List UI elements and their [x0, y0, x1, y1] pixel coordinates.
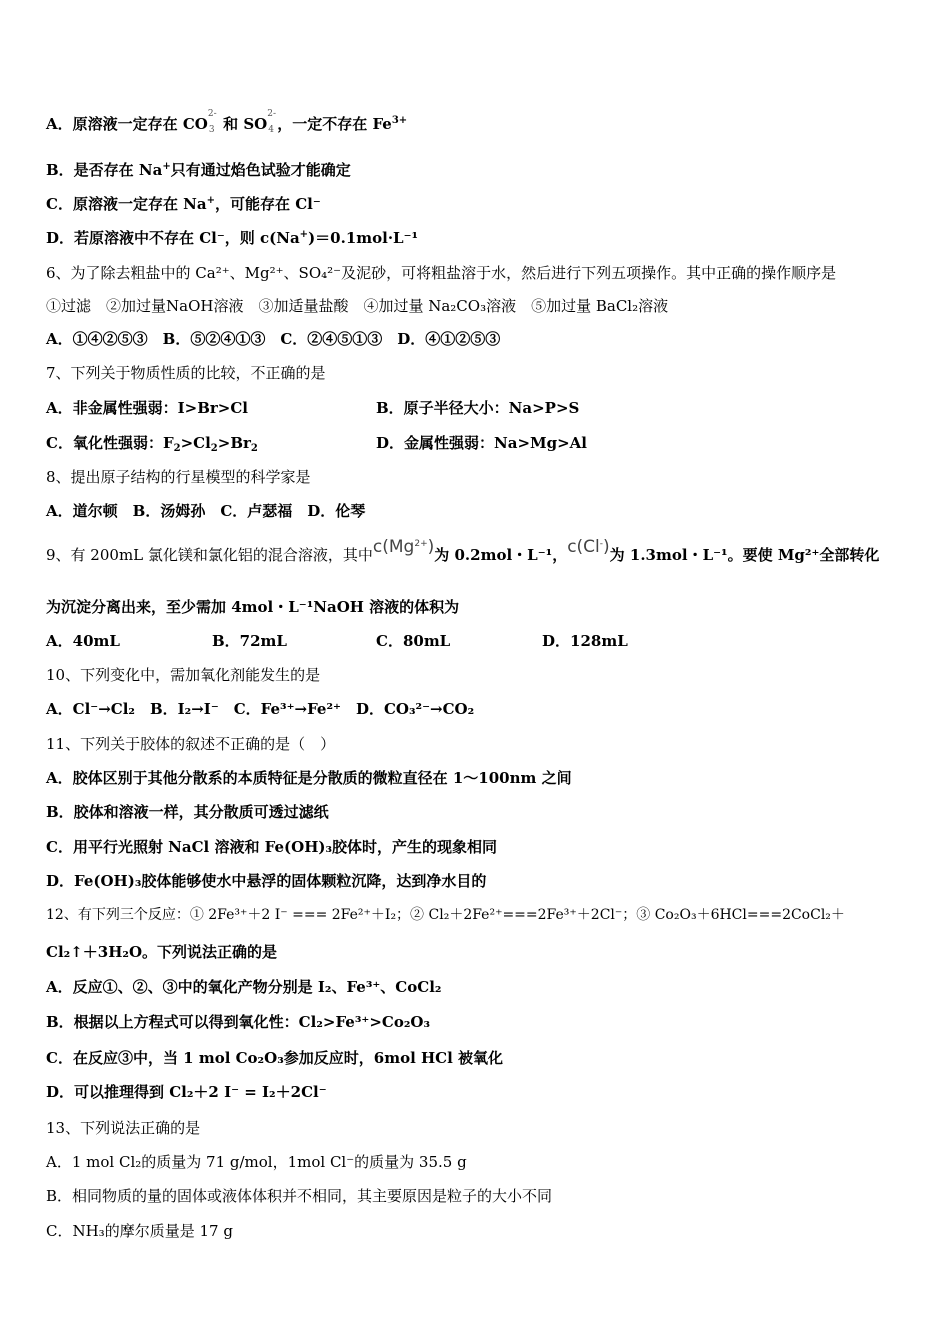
q5-option-b: B．是否存在 Na+只有通过焰色试验才能确定 [46, 161, 351, 179]
q10-stem: 10、下列变化中，需加氧化剂能发生的是 [46, 666, 321, 684]
q7-option-d: D．金属性强弱：Na>Mg>Al [376, 434, 588, 452]
co3-ion-label: 2- 3 [207, 109, 217, 135]
q5-option-a: A．原溶液一定存在 CO 2- 3 和 SO 2- 4 ，一定不存在 $Fe^{3+}$ [46, 109, 408, 135]
q13-option-c: C．NH₃的摩尔质量是 17 g [46, 1222, 233, 1240]
q9-option-b: B．72mL [212, 632, 287, 650]
q11-option-a: A．胶体区别于其他分散系的本质特征是分散质的微粒直径在 1～100nm 之间 [46, 769, 572, 787]
q12-option-d: D．可以推理得到 Cl₂＋2 I⁻ = I₂＋2Cl⁻ [46, 1083, 327, 1101]
cl-concentration: c(Cl-) [567, 537, 610, 557]
q13-option-a: A．1 mol Cl₂的质量为 71 g/mol，1mol Cl⁻的质量为 35.5 g [46, 1153, 467, 1171]
so4-ion-label: 2- 4 [267, 109, 276, 135]
q6-stem: 6、为了除去粗盐中的 Ca²⁺、Mg²⁺、SO₄²⁻及泥砂，可将粗盐溶于水，然后进行下列五项操作。其中正确的操作顺序是 [46, 264, 837, 282]
q12-stem-line2: Cl₂↑＋3H₂O。下列说法正确的是 [46, 943, 278, 961]
q8-stem: 8、提出原子结构的行星模型的科学家是 [46, 468, 311, 486]
q7-option-b: B．原子半径大小：Na>P>S [376, 399, 580, 417]
q11-option-c: C．用平行光照射 NaCl 溶液和 Fe(OH)₃胶体时，产生的现象相同 [46, 838, 498, 856]
q9-stem: 9、有 200mL 氯化镁和氯化铝的混合溶液，其中$c(Mg^{2+})$为 0.2mol・L⁻¹，c(Cl-)为 1.3mol・L⁻¹。要使 Mg²⁺全部转化 [46, 537, 880, 564]
q6-options: A．①④②⑤③ B．⑤②④①③ C．②④⑤①③ D．④①②⑤③ [46, 330, 501, 348]
q11-option-d: D．Fe(OH)₃胶体能够使水中悬浮的固体颗粒沉降，达到净水目的 [46, 872, 487, 890]
q7-option-a: A．非金属性强弱：I>Br>Cl [46, 399, 249, 417]
q7-row2 [46, 433, 906, 453]
q12-stem: 12、有下列三个反应：① 2Fe³⁺＋2 I⁻ === 2Fe²⁺＋I₂；② Cl₂＋2Fe²⁺===2Fe³⁺＋2Cl⁻；③ Co₂O₃＋6HCl===2CoCl₂＋ [46, 907, 845, 923]
mg-concentration: $c(Mg^{2+})$ [372, 537, 435, 557]
q12-option-c: C．在反应③中，当 1 mol Co₂O₃参加反应时，6mol HCl 被氧化 [46, 1049, 504, 1067]
q9-option-d: D．128mL [542, 632, 628, 650]
q7-row1 [46, 398, 906, 418]
q5-option-d: D．若原溶液中不存在 Cl⁻，则 c(Na+)＝0.1mol·L⁻¹ [46, 229, 419, 247]
q6-steps: ①过滤 ②加过量NaOH溶液 ③加适量盐酸 ④加过量 Na₂CO₃溶液 ⑤加过量 BaCl₂溶液 [46, 297, 669, 315]
q13-option-b: B．相同物质的量的固体或液体体积并不相同，其主要原因是粒子的大小不同 [46, 1187, 553, 1205]
q11-stem: 11、下列关于胶体的叙述不正确的是（ ） [46, 735, 336, 753]
q10-options: A．Cl⁻→Cl₂ B．I₂→I⁻ C．Fe³⁺→Fe²⁺ D．CO₃²⁻→CO₂ [46, 700, 475, 718]
q7-stem: 7、下列关于物质性质的比较，不正确的是 [46, 364, 326, 382]
q9-option-c: C．80mL [376, 632, 451, 650]
q13-stem: 13、下列说法正确的是 [46, 1119, 201, 1137]
q9-option-a: A．40mL [46, 632, 120, 650]
q8-options: A．道尔顿 B．汤姆孙 C．卢瑟福 D．伦琴 [46, 502, 366, 520]
q9-stem-line2: 为沉淀分离出来，至少需加 4mol・L⁻¹NaOH 溶液的体积为 [46, 598, 460, 616]
q7-option-c: C．氧化性强弱：$F_2>Cl_2>Br_2$ [46, 434, 258, 454]
q11-option-b: B．胶体和溶液一样，其分散质可透过滤纸 [46, 803, 329, 821]
q12-option-a: A．反应①、②、③中的氧化产物分别是 I₂、Fe³⁺、CoCl₂ [46, 978, 442, 996]
q5-option-c: C．原溶液一定存在 Na+，可能存在 Cl⁻ [46, 195, 321, 213]
q12-option-b: B．根据以上方程式可以得到氧化性：Cl₂>Fe³⁺>Co₂O₃ [46, 1013, 431, 1031]
